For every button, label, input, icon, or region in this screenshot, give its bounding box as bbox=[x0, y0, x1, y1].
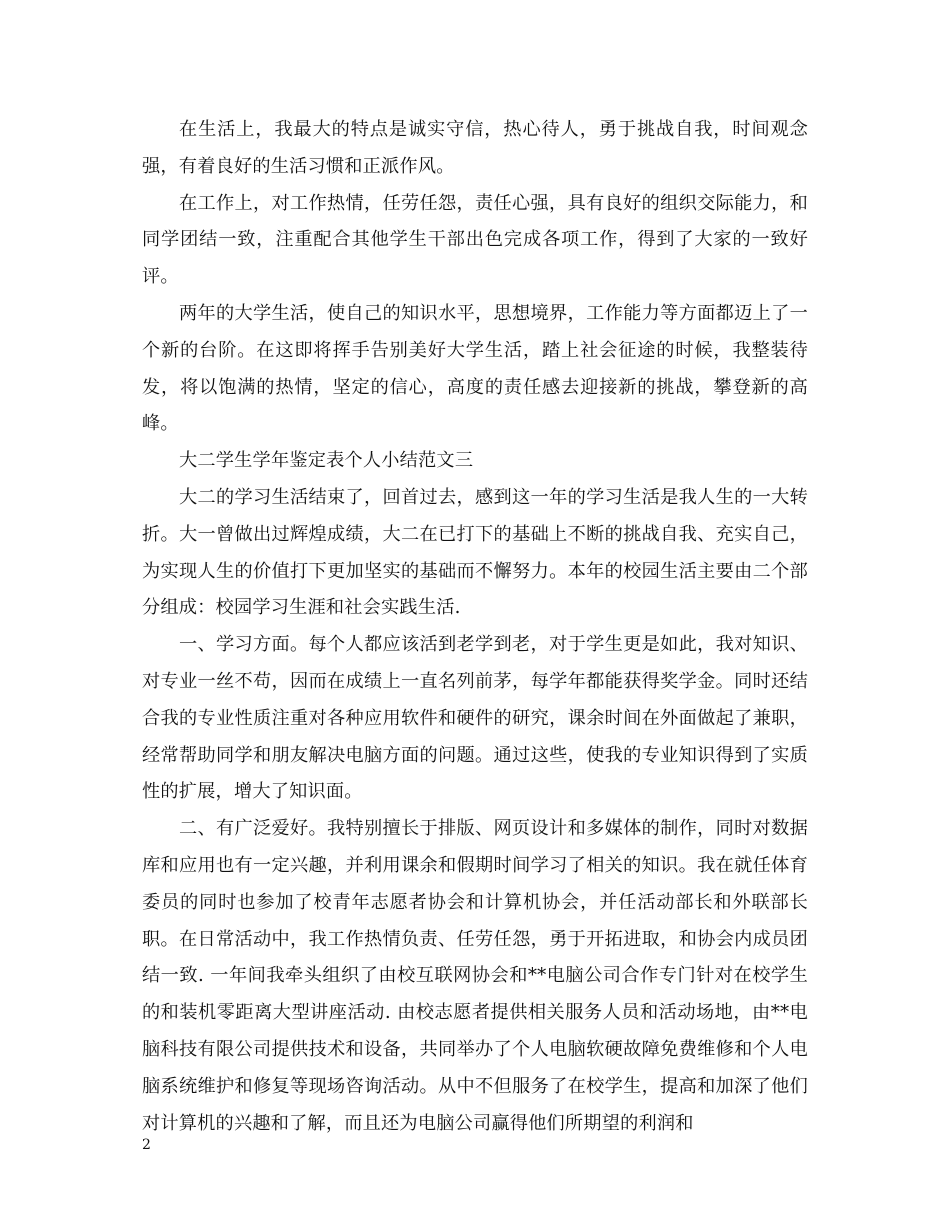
paragraph-life: 在生活上，我最大的特点是诚实守信，热心待人，勇于挑战自我，时间观念强，有着良好的生活习惯和正派作风。 bbox=[142, 119, 808, 177]
page-number: 2 bbox=[142, 1137, 151, 1153]
paragraph-sophomore-intro: 大二的学习生活结束了，回首过去，感到这一年的学习生活是我人生的一大转折。大一曾做出过辉煌成绩，大二在已打下的基础上不断的挑战自我、充实自己，为实现人生的价值打下更加坚实的基础而不懈努力。本年的校园生活主要由二个部分组成：校园学习生涯和社会实践生活. bbox=[142, 486, 808, 619]
paragraph-work: 在工作上，对工作热情，任劳任怨，责任心强，具有良好的组织交际能力，和同学团结一致，注重配合其他学生干部出色完成各项工作，得到了大家的一致好评。 bbox=[142, 192, 808, 288]
document-body bbox=[142, 112, 808, 1142]
paragraph-study: 一、学习方面。每个人都应该活到老学到老，对于学生更是如此，我对知识、对专业一丝不苟，因而在成绩上一直名列前茅，每学年都能获得奖学金。同时还结合我的专业性质注重对各种应用软件和硬件的研究，课余时间在外面做起了兼职，经常帮助同学和朋友解决电脑方面的问题。通过这些，使我的专业知识得到了实质性的扩展，增大了知识面。 bbox=[142, 634, 808, 803]
paragraph-two-years: 两年的大学生活，使自己的知识水平，思想境界，工作能力等方面都迈上了一个新的台阶。在这即将挥手告别美好大学生活，踏上社会征途的时候，我整装待发，将以饱满的热情，坚定的信心，高度的责任感去迎接新的挑战，攀登新的高峰。 bbox=[142, 302, 808, 435]
paragraph-hobbies: 二、有广泛爱好。我特别擅长于排版、网页设计和多媒体的制作，同时对数据库和应用也有一定兴趣，并利用课余和假期时间学习了相关的知识。我在就任体育委员的同时也参加了校青年志愿者协会和计算机协会，并任活动部长和外联部长职。在日常活动中，我工作热情负责、任劳任怨，勇于开拓进取，和协会内成员团结一致. 一年间我牵头组织了由校互联网协会和**电脑公司合作专门针对在校学生的和装机零距离大型讲座活动. 由校志愿者提供相关服务人员和活动场地，由**电脑科技有限公司提供技术和设备，共同举办了个人电脑软硬故障免费维修和个人电脑系统维护和修复等现场咨询活动。从中不但服务了在校学生，提高和加深了他们对计算机的兴趣和了解，而且还为电脑公司赢得他们所期望的利润和 bbox=[142, 818, 808, 1134]
section-heading: 大二学生学年鉴定表个人小结范文三 bbox=[179, 450, 474, 472]
